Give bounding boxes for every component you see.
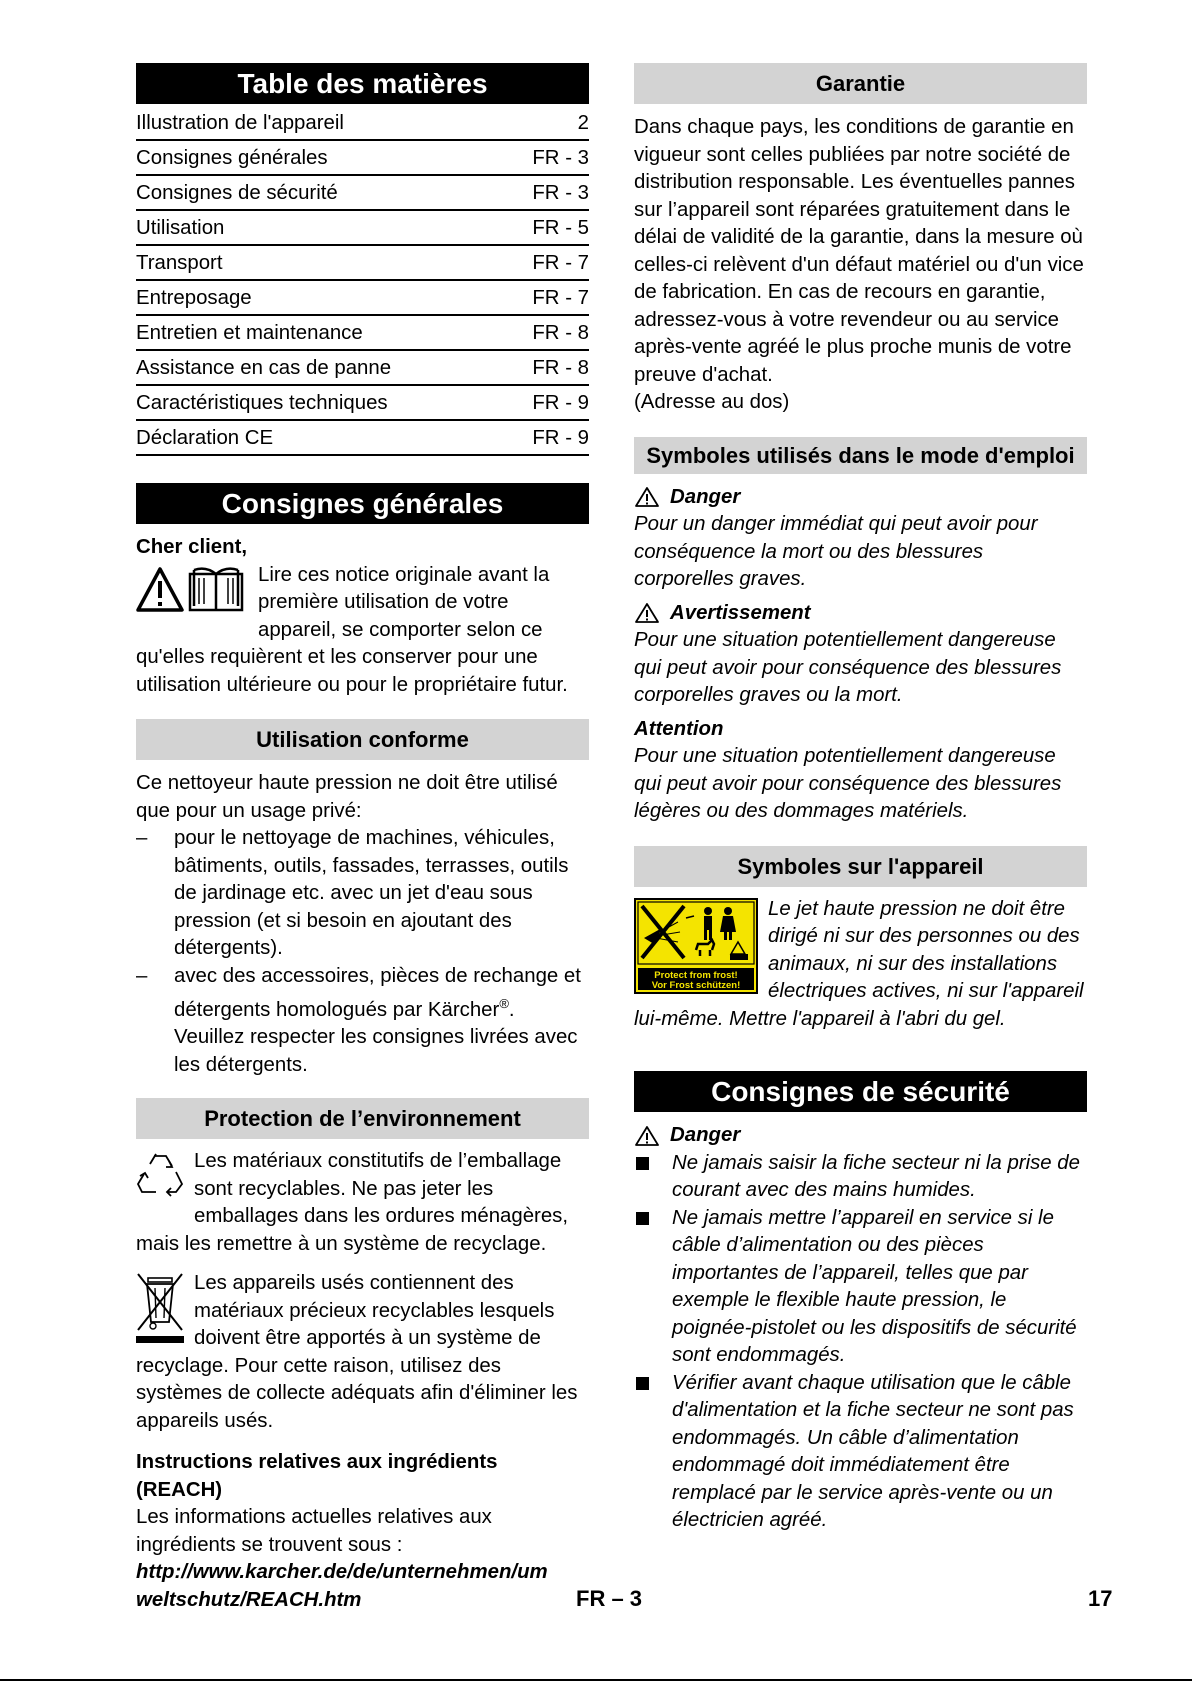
warning-text: Pour une situation potentiellement dangereuse qui peut avoir pour conséquence des blessures corporelles graves ou la mort. — [634, 629, 1062, 706]
attention-text: Pour une situation potentiellement dangereuse qui peut avoir pour conséquence des blessures légères ou des dommages matériels. — [634, 745, 1062, 822]
toc-label: Entretien et maintenance — [136, 322, 363, 344]
environment-title: Protection de l’environnement — [136, 1098, 589, 1139]
warning-icon — [634, 1125, 660, 1147]
recycle-paragraph — [136, 1148, 589, 1258]
toc-label: Consignes de sécurité — [136, 182, 338, 204]
list-item: Vérifier avant chaque utilisation que le câble d'alimentation et la fiche secteur ne sont pas endommagés. Un câble d’alimentation endommagé doit immédiatement être remplacé par le service après-vente ou un électricien agréé. — [634, 1370, 1087, 1535]
recycle-icon — [136, 1150, 184, 1207]
warranty-address: (Adresse au dos) — [634, 391, 790, 413]
list-item: Ne jamais saisir la fiche secteur ni la prise de courant avec des mains humides. — [634, 1150, 1087, 1205]
toc-row[interactable] — [136, 176, 589, 211]
frost-label-line1: Protect from frost! — [654, 969, 738, 981]
toc-label: Consignes générales — [136, 147, 328, 169]
toc-label: Assistance en cas de panne — [136, 357, 392, 379]
safety-list — [634, 1150, 1087, 1535]
toc-label: Caractéristiques techniques — [136, 392, 388, 414]
bullet-square-icon — [636, 1377, 649, 1390]
bullet-square-icon — [636, 1157, 649, 1170]
recycle-text: Les matériaux constitutifs de l’emballage sont recyclables. Ne pas jeter les emballages dans les ordures ménagères, mais les remettre à un système de recyclage. — [136, 1150, 569, 1255]
toc-page: FR - 3 — [532, 147, 589, 169]
toc-page: FR - 9 — [532, 392, 589, 414]
toc-page: FR - 8 — [532, 322, 589, 344]
list-item: – pour le nettoyage de machines, véhicules, bâtiments, outils, fassades, terrasses, outils de jardinage etc. avec un jet d'eau sous pression (et si besoin en ajoutant des détergents). — [136, 827, 569, 959]
warning-icon — [634, 486, 660, 508]
toc-title: Table des matières — [136, 63, 589, 104]
weee-paragraph — [136, 1270, 589, 1435]
toc-label: Transport — [136, 252, 223, 274]
toc-row[interactable] — [136, 211, 589, 246]
reach-text: Les informations actuelles relatives aux ingrédients se trouvent sous : — [136, 1506, 492, 1556]
toc-label: Utilisation — [136, 217, 225, 239]
reach-title: Instructions relatives aux ingrédients (REACH) — [136, 1451, 498, 1501]
toc-page: FR - 7 — [532, 287, 589, 309]
bullet-square-icon — [636, 1212, 649, 1225]
warranty-title: Garantie — [634, 63, 1087, 104]
bottom-rule — [0, 1679, 1192, 1681]
footer-section-page: FR – 3 — [576, 1586, 643, 1611]
toc-page: FR - 7 — [532, 252, 589, 274]
danger-heading: Danger — [634, 484, 1087, 512]
book-icon — [190, 568, 242, 609]
toc-label: Illustration de l'appareil — [136, 112, 344, 134]
warning-icon — [634, 602, 660, 624]
toc-label: Déclaration CE — [136, 427, 274, 449]
general-title: Consignes générales — [136, 483, 589, 524]
toc-page: 2 — [577, 112, 589, 134]
warning-icon — [136, 566, 248, 614]
device-symbol-text: Le jet haute pression ne doit être dirigé ni sur des personnes ou des animaux, ni sur des installations électriques actives, ni sur l'appareil lui-même. Mettre l'appareil à l'abri du gel. — [634, 897, 1084, 1030]
frost-label-icon — [634, 898, 758, 1003]
general-paragraph — [136, 562, 589, 700]
intended-use-intro: Ce nettoyeur haute pression ne doit être utilisé que pour un usage privé: — [136, 772, 558, 822]
crossed-bin-icon — [136, 1270, 184, 1353]
toc-row[interactable] — [136, 141, 589, 176]
warranty-text: Dans chaque pays, les conditions de garantie en vigueur sont celles publiées par notre société de distribution responsable. Les éventuelles pannes sur l’appareil sont réparées gratuitement dans le délai de validité de la garantie, dans la mesure où celles-ci relèvent d'un défaut matériel ou d'un vice de fabrication. En cas de recours en garantie, adressez-vous à votre revendeur ou au service après-vente agréé le plus proche munis de votre preuve d'achat. — [634, 116, 1084, 386]
general-text: Lire ces notice originale avant la première utilisation de votre appareil, se comporter selon ce qu'elles requièrent et les conserver pour une utilisation ultérieure ou pour le propriétaire futur. — [136, 563, 568, 696]
toc-page: FR - 8 — [532, 357, 589, 379]
toc-list — [136, 106, 589, 456]
toc-row[interactable] — [136, 421, 589, 456]
reach-url-link[interactable]: http://www.karcher.de/de/unternehmen/umweltschutz/REACH.htm — [136, 1561, 548, 1611]
weee-text: Les appareils usés contiennent des matériaux précieux recyclables lesquels doivent être apportés à un système de recyclage. Pour cette raison, utilisez des systèmes de collecte adéquats afin d'éliminer les appareils usés. — [136, 1272, 578, 1432]
intended-use-list — [136, 825, 589, 1079]
safety-danger-heading: Danger — [634, 1122, 1087, 1150]
intended-use-title: Utilisation conforme — [136, 719, 589, 760]
toc-row[interactable] — [136, 351, 589, 386]
toc-row[interactable] — [136, 281, 589, 316]
symbols-manual-title: Symboles utilisés dans le mode d'emploi — [634, 437, 1087, 474]
toc-row[interactable] — [136, 246, 589, 281]
toc-page: FR - 5 — [532, 217, 589, 239]
toc-row[interactable] — [136, 386, 589, 421]
attention-heading: Attention — [634, 717, 724, 740]
warning-heading: Avertissement — [634, 600, 1087, 628]
toc-row[interactable] — [136, 106, 589, 141]
symbols-device-title: Symboles sur l'appareil — [634, 846, 1087, 887]
safety-title: Consignes de sécurité — [634, 1071, 1087, 1112]
warning-book-icons — [136, 566, 248, 623]
device-symbol-paragraph — [634, 896, 1087, 1034]
greeting: Cher client, — [136, 536, 248, 558]
frost-label-line2: Vor Frost schützen! — [651, 979, 741, 991]
toc-page: FR - 9 — [532, 427, 589, 449]
left-column — [136, 63, 589, 1614]
list-item: Ne jamais mettre l’appareil en service si le câble d’alimentation ou des pièces importantes de l’appareil, telles que par exemple le flexible haute pression, le poignée-pistolet ou les dispositifs de sécurité sont endommagés. — [634, 1205, 1087, 1370]
footer-page-number: 17 — [1088, 1586, 1113, 1611]
danger-text: Pour un danger immédiat qui peut avoir pour conséquence la mort ou des blessures corporelles graves. — [634, 513, 1038, 590]
list-item: – avec des accessoires, pièces de rechange et détergents homologués par Kärcher®. Veuillez respecter les consignes livrées avec les détergents. — [136, 964, 581, 1076]
toc-row[interactable] — [136, 316, 589, 351]
toc-page: FR - 3 — [532, 182, 589, 204]
right-column — [634, 63, 1087, 1535]
toc-label: Entreposage — [136, 287, 252, 309]
